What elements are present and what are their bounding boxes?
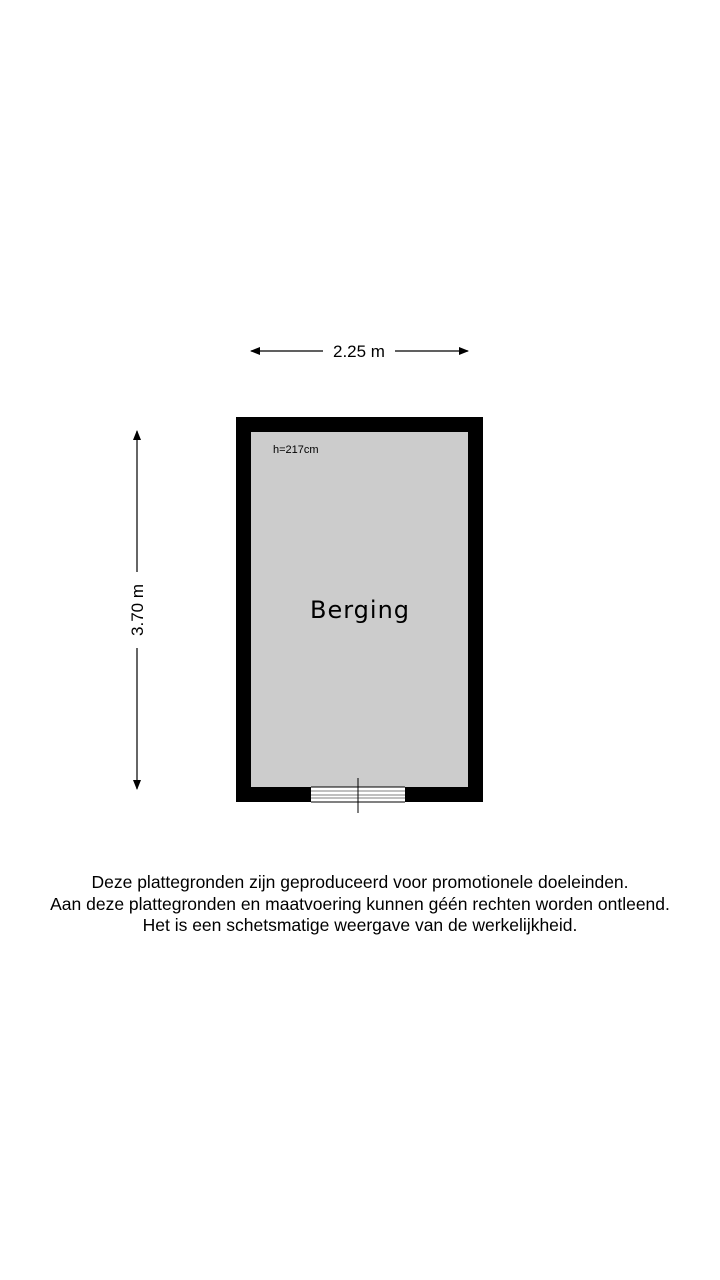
disclaimer-line-1: Deze plattegronden zijn geproduceerd voor promotionele doeleinden. xyxy=(91,872,629,892)
disclaimer xyxy=(0,872,720,937)
depth-dimension xyxy=(128,431,147,789)
width-dimension xyxy=(251,342,468,361)
disclaimer-line-3: Het is een schetsmatige weergave van de werkelijkheid. xyxy=(142,915,578,935)
width-dimension-label: 2.25 m xyxy=(333,342,385,361)
room-height-label: h=217cm xyxy=(273,444,319,456)
room-name-label: Berging xyxy=(309,596,411,624)
disclaimer-line-2: Aan deze plattegronden en maatvoering kunnen géén rechten worden ontleend. xyxy=(50,893,670,914)
depth-dimension-label: 3.70 m xyxy=(128,584,147,636)
